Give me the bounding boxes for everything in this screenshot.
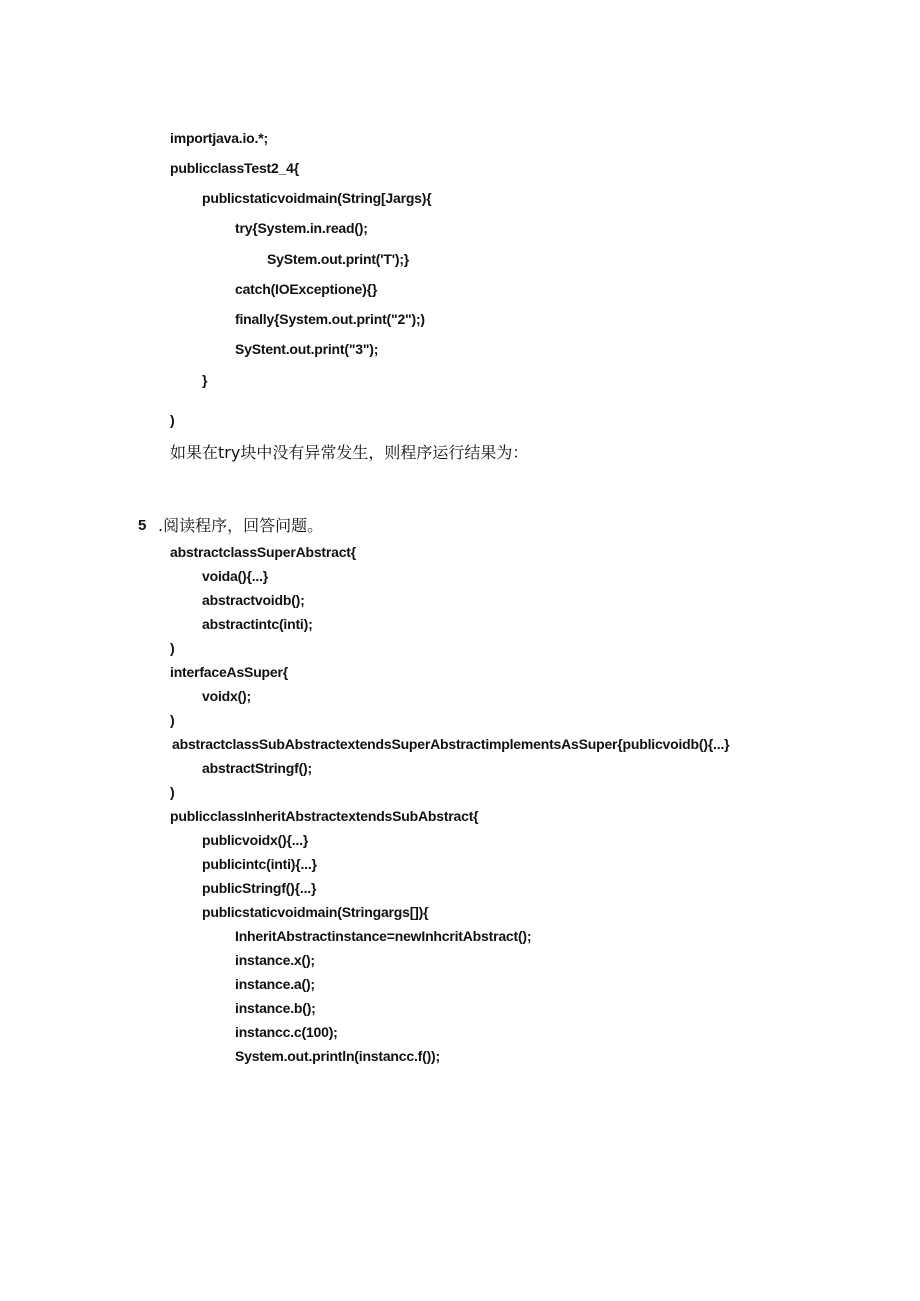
code-line: ) — [170, 712, 175, 728]
code-line: voida(){...} — [202, 568, 269, 584]
code-line: abstractclassSubAbstractextendsSuperAbstractimplementsAsSuper{publicvoidb(){...} — [172, 736, 730, 752]
code-line: SyStem.out.print('T');} — [267, 251, 410, 267]
code-line: publicvoidx(){...} — [202, 832, 309, 848]
code-line: } — [202, 372, 208, 388]
code-line: ) — [170, 640, 175, 656]
code-line: instance.a(); — [235, 976, 315, 992]
code-line: abstractvoidb(); — [202, 592, 305, 608]
code-line: publicstaticvoidmain(Stringargs[]){ — [202, 904, 429, 920]
code-line: publicclassTest2_4{ — [170, 160, 300, 176]
code-line: interfaceAsSuper{ — [170, 664, 288, 680]
code-line: try{System.in.read(); — [235, 220, 368, 236]
code-line: importjava.io.*; — [170, 130, 268, 146]
question-number: 5 — [138, 517, 147, 534]
code-line: System.out.println(instancc.f()); — [235, 1048, 440, 1064]
code-line: abstractintc(inti); — [202, 616, 313, 632]
code-line: voidx(); — [202, 688, 251, 704]
code-line: publicintc(inti){...} — [202, 856, 317, 872]
code-line: finally{System.out.print("2");) — [235, 311, 425, 327]
code-line: InheritAbstractinstance=newInhcritAbstract(); — [235, 928, 532, 944]
code-line: ) — [170, 784, 175, 800]
code-line: abstractStringf(); — [202, 760, 312, 776]
question-prompt: .阅读程序，回答问题。 — [158, 516, 324, 535]
code-line: catch(IOExceptione){} — [235, 281, 378, 297]
question-text: 如果在try块中没有异常发生，则程序运行结果为： — [170, 443, 529, 462]
code-line: ) — [170, 412, 175, 428]
code-line: publicStringf(){...} — [202, 880, 317, 896]
code-line: instance.x(); — [235, 952, 315, 968]
code-line: instance.b(); — [235, 1000, 316, 1016]
code-line: SyStent.out.print("3"); — [235, 341, 379, 357]
code-line: instancc.c(100); — [235, 1024, 338, 1040]
code-line: publicclassInheritAbstractextendsSubAbstract{ — [170, 808, 479, 824]
code-line: abstractclassSuperAbstract{ — [170, 544, 357, 560]
code-line: publicstaticvoidmain(String[Jargs){ — [202, 190, 432, 206]
